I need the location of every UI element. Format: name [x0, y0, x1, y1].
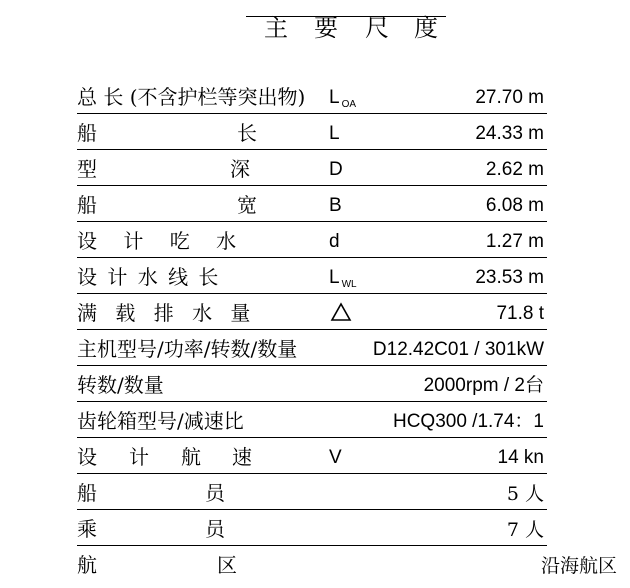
dimension-value: HCQ300 /1.74：1: [392, 411, 544, 432]
dimension-label: 总 长 (不含护栏等突出物): [77, 85, 306, 109]
dimension-label-char: 员: [205, 517, 225, 541]
row-underline: [77, 365, 547, 366]
dimension-value: 6.08 m: [485, 195, 544, 216]
dimension-row-displacement: [77, 300, 547, 336]
dimension-label-char: 乘: [77, 517, 97, 541]
dimension-row-breadth: [77, 192, 547, 228]
dimension-row-speed: [77, 444, 547, 480]
dimension-label-char: 长: [237, 121, 257, 145]
dimension-label-char: 船: [77, 193, 97, 217]
dimension-label: 设 计 水 线 长: [77, 265, 221, 289]
dimension-value: 1.27 m: [485, 231, 544, 252]
dimension-value: 71.8 t: [496, 303, 544, 324]
dimension-row-lwl: [77, 264, 547, 300]
dimension-symbol: V: [329, 447, 342, 468]
dimension-label-char: 设: [77, 445, 97, 469]
dimension-label-char: 型: [77, 157, 97, 181]
dimension-symbol: B: [329, 195, 342, 216]
row-underline: [77, 185, 547, 186]
page-title: [246, 14, 446, 42]
dimension-value: 2.62 m: [485, 159, 544, 180]
dimension-value: 沿海航区: [540, 555, 617, 577]
row-underline: [77, 293, 547, 294]
dimension-value: 24.33 m: [475, 123, 544, 144]
dimension-value: 2000rpm / 2台: [423, 375, 544, 396]
title-char: 度: [414, 14, 438, 42]
dimension-row-crew: [77, 480, 547, 516]
row-underline: [77, 509, 547, 510]
dimension-value: D12.42C01 / 301kW: [372, 339, 544, 360]
dimension-label-char: 计: [129, 445, 149, 469]
dimension-row-draft: [77, 228, 547, 264]
row-underline: [77, 257, 547, 258]
dimension-label-char: 员: [205, 481, 225, 505]
dimension-label-char: 速: [232, 445, 252, 469]
title-char: 要: [314, 14, 338, 42]
dimension-value: 23.53 m: [475, 267, 544, 288]
dimension-label-char: 宽: [237, 193, 257, 217]
dimension-row-depth: [77, 156, 547, 192]
dimension-row-area: [77, 552, 620, 588]
row-underline: [77, 545, 547, 546]
dimension-label-char: 航: [181, 445, 201, 469]
dimension-label-char: 航: [77, 553, 97, 577]
row-underline: [77, 401, 547, 402]
title-char: 主: [264, 14, 288, 42]
dimension-value: 27.70 m: [475, 87, 544, 108]
dimension-value: 7 人: [506, 519, 544, 541]
dimension-row-loa: [77, 84, 547, 120]
dimension-row-passengers: [77, 516, 547, 552]
dimension-label: 主机型号/功率/转数/数量: [77, 337, 298, 361]
row-underline: [77, 329, 547, 330]
dimension-value: 5 人: [506, 483, 544, 505]
dimension-row-length: [77, 120, 547, 156]
dimension-row-engine: [77, 336, 547, 372]
dimension-symbol: D: [329, 159, 343, 180]
dimension-label-char: 区: [217, 553, 237, 577]
dimension-label-char: 船: [77, 121, 97, 145]
dimension-row-rpm: [77, 372, 547, 408]
row-underline: [77, 113, 547, 114]
dimension-label: 齿轮箱型号/减速比: [77, 409, 244, 433]
dimension-label: 转数/数量: [77, 373, 164, 397]
row-underline: [77, 437, 547, 438]
row-underline: [77, 221, 547, 222]
dimension-label: 满 载 排 水 量: [77, 301, 257, 325]
row-underline: [77, 473, 547, 474]
dimension-value: 14 kn: [497, 447, 544, 468]
dimension-label: 设 计 吃 水: [77, 229, 247, 253]
dimension-row-gearbox: [77, 408, 547, 444]
dimension-symbol: L: [329, 123, 340, 144]
triangle-delta-icon: [330, 302, 352, 322]
dimension-label-char: 深: [230, 157, 250, 181]
dimension-label-char: 船: [77, 481, 97, 505]
title-char: 尺: [365, 14, 389, 42]
dimension-symbol: L $_{OA}$: [329, 87, 357, 110]
dimension-symbol: L $_{WL}$: [329, 267, 357, 290]
dimension-symbol: d: [329, 231, 340, 252]
row-underline: [77, 149, 547, 150]
